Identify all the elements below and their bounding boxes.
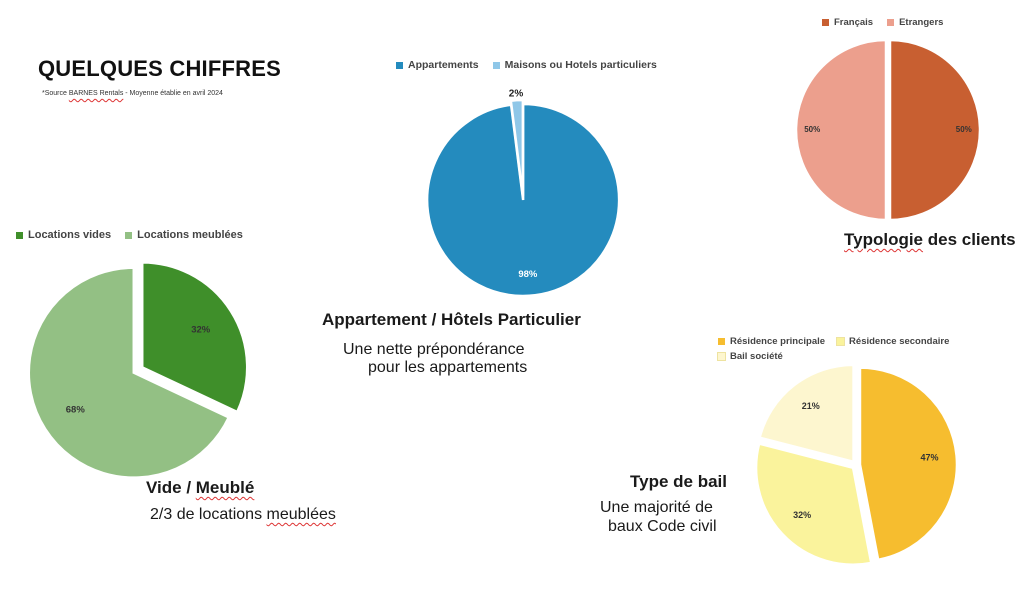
- data-label-etrangers: 50%: [804, 125, 821, 135]
- legend-swatch: [396, 62, 403, 69]
- page-title: QUELQUES CHIFFRES: [38, 56, 281, 81]
- vide-sub-b: meublées: [266, 506, 336, 523]
- legend-label: Maisons ou Hotels particuliers: [504, 59, 657, 71]
- legend-clients: [822, 17, 943, 28]
- legend-swatch: [887, 19, 894, 26]
- data-label-maisons-ou-hotels-particuliers: 2%: [508, 88, 524, 100]
- legend-bail: [718, 336, 1018, 362]
- source-prefix: *Source: [42, 90, 69, 97]
- legend-label: Locations meublées: [137, 229, 243, 241]
- legend-swatch: [822, 19, 829, 26]
- legend-swatch: [718, 338, 725, 345]
- legend-label: Bail société: [730, 351, 783, 362]
- legend-appartements: [396, 59, 657, 71]
- legend-item: [837, 336, 949, 347]
- caption-bail-title: Type de bail: [630, 472, 727, 491]
- legend-swatch: [16, 232, 23, 239]
- clients-title-a: Typologie: [844, 230, 924, 249]
- vide-sub-a: 2/3 de locations: [150, 506, 267, 523]
- data-label-r-sidence-principale: 47%: [920, 452, 939, 463]
- data-label-fran-ais: 50%: [955, 125, 972, 135]
- data-label-bail-soci-t-: 21%: [801, 401, 820, 412]
- source-brand: BARNES Rentals: [68, 90, 124, 97]
- legend-item: [125, 229, 243, 241]
- legend-item: [718, 351, 783, 362]
- legend-swatch: [125, 232, 132, 239]
- legend-label: Français: [834, 17, 874, 28]
- caption-bail-sub-1: Une majorité de: [600, 499, 713, 516]
- legend-label: Etrangers: [899, 17, 944, 28]
- legend-item: [16, 229, 111, 241]
- caption-clients-title: [844, 230, 1016, 250]
- legend-vide-meuble: [16, 229, 243, 241]
- legend-swatch: [837, 338, 844, 345]
- data-label-locations-vides: 32%: [191, 324, 211, 336]
- clients-title-b: des clients: [923, 230, 1016, 249]
- caption-appart-title: Appartement / Hôtels Particulier: [322, 310, 581, 329]
- legend-label: Résidence secondaire: [849, 336, 950, 347]
- caption-vide-meuble-title: [146, 478, 254, 498]
- legend-item: [887, 17, 943, 28]
- data-label-locations-meubl-es: 68%: [65, 404, 85, 416]
- legend-item: [396, 59, 479, 71]
- legend-label: Appartements: [408, 59, 479, 71]
- legend-label: Locations vides: [28, 229, 112, 241]
- pie-slice-r-sidence-principale: [860, 368, 957, 560]
- legend-item: [718, 336, 825, 347]
- data-label-r-sidence-secondaire: 32%: [793, 509, 812, 520]
- source-note: [42, 90, 223, 97]
- legend-item: [822, 17, 873, 28]
- vide-title-a: Vide /: [146, 478, 196, 497]
- legend-swatch: [493, 62, 500, 69]
- caption-appart-sub-2: pour les appartements: [368, 359, 528, 376]
- legend-swatch: [718, 353, 725, 360]
- source-rest: - Moyenne établie en avril 2024: [123, 90, 223, 97]
- legend-label: Résidence principale: [730, 336, 826, 347]
- data-label-appartements: 98%: [518, 269, 538, 281]
- caption-vide-meuble-sub: [150, 506, 336, 524]
- legend-item: [493, 59, 657, 71]
- vide-title-b: Meublé: [195, 478, 255, 497]
- caption-appart-sub-1: Une nette prépondérance: [343, 341, 525, 358]
- caption-bail-sub-2: baux Code civil: [608, 518, 717, 535]
